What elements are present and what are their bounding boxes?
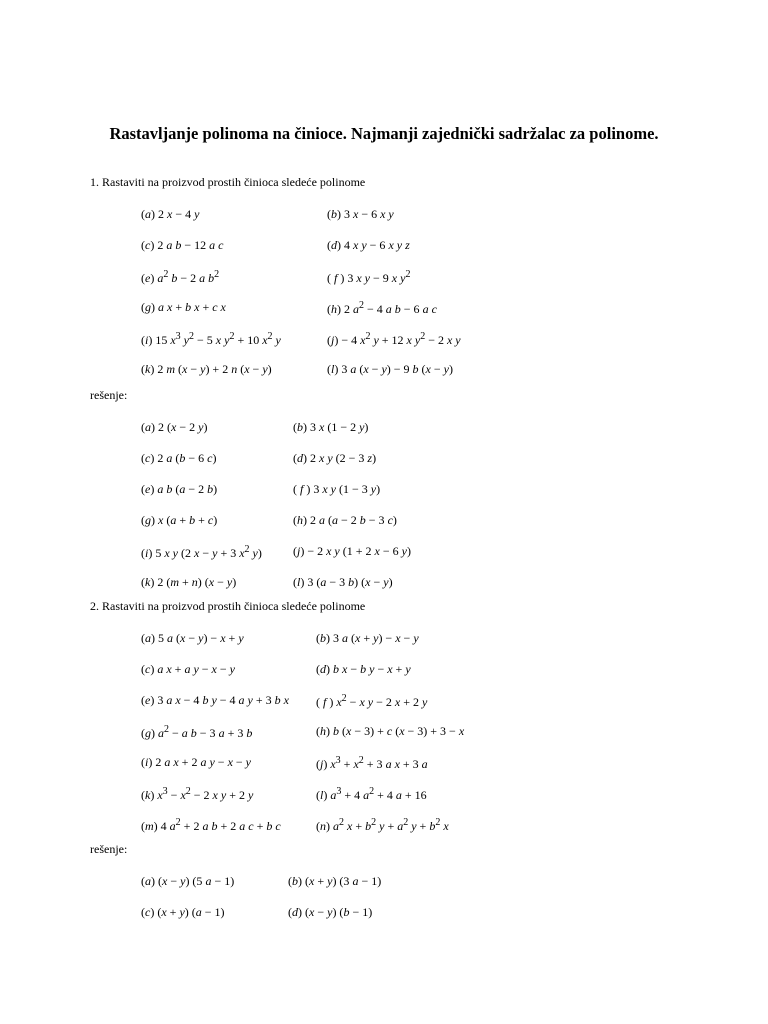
task-2-problem-item: (c) a x + a y − x − y (141, 662, 235, 676)
task-1-solution-item: (i) 5 x y (2 x − y + 3 $x^2$ y) (141, 544, 262, 560)
task-1-problem-item: (g) a x + b x + c x (141, 300, 226, 314)
task-2-problem-item: (m) 4 $a^2 + 2$ a b + 2 a c + b c (141, 817, 281, 833)
task-1-solution-item: (e) a b (a − 2 b) (141, 482, 218, 496)
task-2-problem-item: ( f ) $x^2 - x$ y − 2 x + 2 y (316, 693, 428, 709)
task-2-solution-item: (b) (x + y) (3 a − 1) (288, 874, 382, 888)
task-2-solution-item: (c) (x + y) (a − 1) (141, 905, 225, 919)
task-2-problem-item: (g) $a^2 - a$ b − 3 a + 3 b (141, 724, 253, 740)
task-1-problem-item: (c) 2 a b − 12 a c (141, 238, 224, 252)
task-1-heading: 1. Rastaviti na proizvod prostih činioca sledeće polinome (90, 175, 366, 189)
task-1-problem-item: (e) $a^2$ b − 2 a $b^2$ (141, 269, 220, 285)
task-2-problem-item: (b) 3 a (x + y) − x − y (316, 631, 419, 645)
task-1-solution-label: rešenje: (90, 388, 128, 402)
task-1-solution-item: (d) 2 x y (2 − 3 z) (293, 451, 377, 465)
task-2-problem-item: (i) 2 a x + 2 a y − x − y (141, 755, 251, 769)
task-1-problem-item: (i) 15 $x^3$ $y^2 - 5$ x $y^2 + 10$ $x^2$ y (141, 331, 281, 347)
task-2-problem-item: (j) $x^3 + x^2 + 3$ a x + 3 a (316, 755, 428, 771)
task-2-problem-item: (n) $a^2$ $x + b^2$ $y + a^2$ $y + b^2$ x (316, 817, 449, 833)
task-2-problem-item: (l) $a^3 + 4$ $a^2 + 4$ a + 16 (316, 786, 427, 802)
task-1-problem-item: (b) 3 x − 6 x y (327, 207, 394, 221)
task-1-solution-item: (h) 2 a (a − 2 b − 3 c) (293, 513, 397, 527)
task-1-problem-item: (h) 2 $a^2 - 4$ a b − 6 a c (327, 300, 437, 316)
task-1-problem-item: (l) 3 a (x − y) − 9 b (x − y) (327, 362, 453, 376)
task-1-solution-item: (j) − 2 x y (1 + 2 x − 6 y) (293, 544, 411, 558)
task-2-solution-label: rešenje: (90, 842, 128, 856)
task-2-heading: 2. Rastaviti na proizvod prostih činioca sledeće polinome (90, 599, 366, 613)
task-1-problem-item: (d) 4 x y − 6 x y z (327, 238, 410, 252)
task-1-problem-item: (k) 2 m (x − y) + 2 n (x − y) (141, 362, 272, 376)
task-1-solution-item: (c) 2 a (b − 6 c) (141, 451, 217, 465)
task-1-problem-item: (a) 2 x − 4 y (141, 207, 200, 221)
task-2-solution-item: (d) (x − y) (b − 1) (288, 905, 373, 919)
task-1-solution-item: ( f ) 3 x y (1 − 3 y) (293, 482, 381, 496)
task-1-problem-item: (j) − 4 $x^2$ y + 12 x $y^2 - 2$ x y (327, 331, 461, 347)
task-1-problem-item: ( f ) 3 x y − 9 x $y^2$ (327, 269, 411, 285)
task-1-solution-item: (g) x (a + b + c) (141, 513, 218, 527)
task-1-solution-item: (l) 3 (a − 3 b) (x − y) (293, 575, 393, 589)
task-2-problem-item: (h) b (x − 3) + c (x − 3) + 3 − x (316, 724, 465, 738)
task-2-problem-item: (e) 3 a x − 4 b y − 4 a y + 3 b x (141, 693, 289, 707)
task-1-solution-item: (b) 3 x (1 − 2 y) (293, 420, 369, 434)
task-2-problem-item: (k) $x^3 - x^2 - 2$ x y + 2 y (141, 786, 254, 802)
task-1-solution-item: (a) 2 (x − 2 y) (141, 420, 208, 434)
task-1-solution-item: (k) 2 (m + n) (x − y) (141, 575, 237, 589)
task-2-solution-item: (a) (x − y) (5 a − 1) (141, 874, 235, 888)
task-2-problem-item: (d) b x − b y − x + y (316, 662, 411, 676)
page-title: Rastavljanje polinoma na činioce. Najmanji zajednički sadržalac za polinome. (109, 124, 659, 143)
task-2-problem-item: (a) 5 a (x − y) − x + y (141, 631, 244, 645)
